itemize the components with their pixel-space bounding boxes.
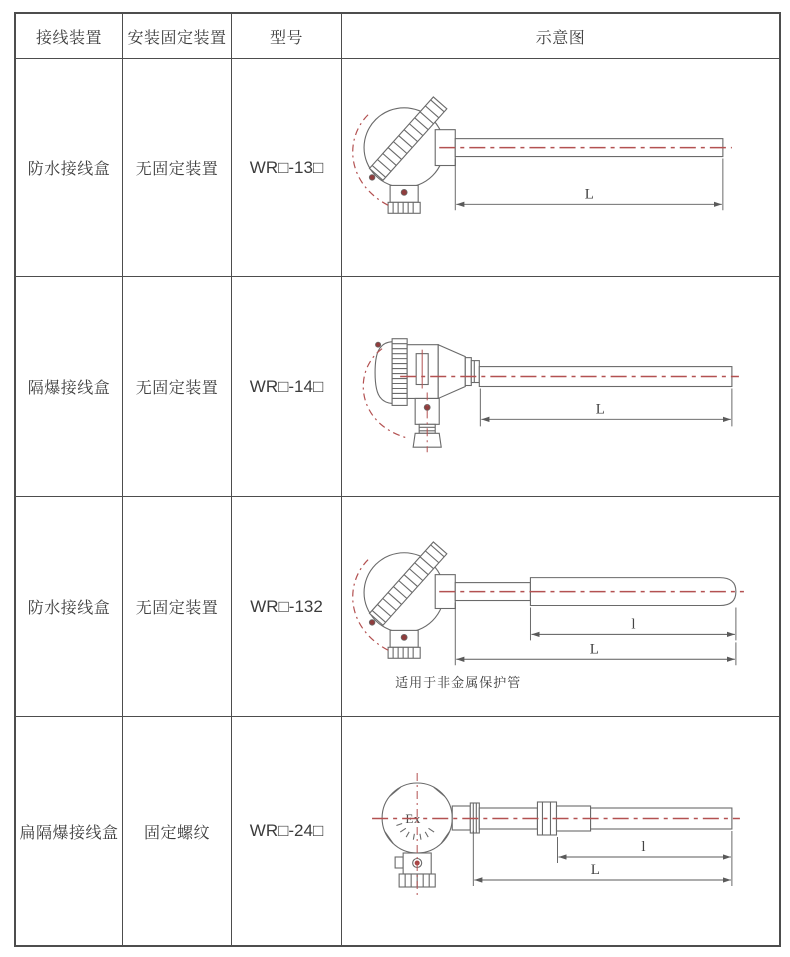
row4-device: 扁隔爆接线盒 bbox=[16, 717, 123, 945]
header-mount: 安装固定装置 bbox=[123, 14, 232, 59]
dimension-L bbox=[455, 603, 736, 666]
probe-tube bbox=[435, 130, 732, 166]
row4-model: WR□-24□ bbox=[232, 717, 342, 945]
junction-box-head bbox=[353, 542, 447, 658]
header-diagram: 示意图 bbox=[342, 14, 779, 59]
explosionproof-probe-diagram bbox=[342, 277, 779, 496]
junction-box-head bbox=[353, 97, 447, 213]
probe-tube bbox=[435, 575, 744, 609]
row1-device: 防水接线盒 bbox=[16, 59, 123, 277]
row3-device: 防水接线盒 bbox=[16, 497, 123, 717]
row1-mount: 无固定装置 bbox=[123, 59, 232, 277]
ex-mark: Ex bbox=[405, 811, 421, 826]
row4-diagram-cell bbox=[342, 717, 779, 945]
row1-diagram-cell bbox=[342, 59, 779, 277]
dim-l-label: l bbox=[641, 839, 647, 855]
row4-mount: 固定螺纹 bbox=[123, 717, 232, 945]
diagram-note: 适用于非金属保护管 bbox=[395, 675, 522, 691]
row2-device: 隔爆接线盒 bbox=[16, 277, 123, 497]
dim-L-label: L bbox=[590, 862, 601, 878]
dimension-l bbox=[530, 607, 735, 640]
row1-model: WR□-13□ bbox=[232, 59, 342, 277]
waterproof-probe-diagram bbox=[342, 59, 779, 276]
spec-table bbox=[14, 12, 781, 947]
row3-diagram-cell bbox=[342, 497, 779, 717]
row2-model: WR□-14□ bbox=[232, 277, 342, 497]
dim-l-label: l bbox=[631, 616, 637, 633]
row3-model: WR□-132 bbox=[232, 497, 342, 717]
header-model: 型号 bbox=[232, 14, 342, 59]
dimension-L bbox=[455, 159, 723, 211]
junction-box-head bbox=[363, 339, 479, 452]
dimension-L bbox=[473, 831, 732, 886]
row2-diagram-cell bbox=[342, 277, 779, 497]
dimension-L bbox=[480, 388, 732, 426]
waterproof-nonmetal-tube-diagram bbox=[342, 497, 779, 716]
header-device: 接线装置 bbox=[16, 14, 123, 59]
row2-mount: 无固定装置 bbox=[123, 277, 232, 497]
dimension-l bbox=[557, 831, 731, 863]
flat-explosionproof-probe-diagram bbox=[342, 717, 779, 945]
row3-mount: 无固定装置 bbox=[123, 497, 232, 717]
dim-L-label: L bbox=[595, 401, 606, 418]
dim-L-label: L bbox=[584, 186, 595, 203]
dim-L-label: L bbox=[589, 641, 600, 658]
